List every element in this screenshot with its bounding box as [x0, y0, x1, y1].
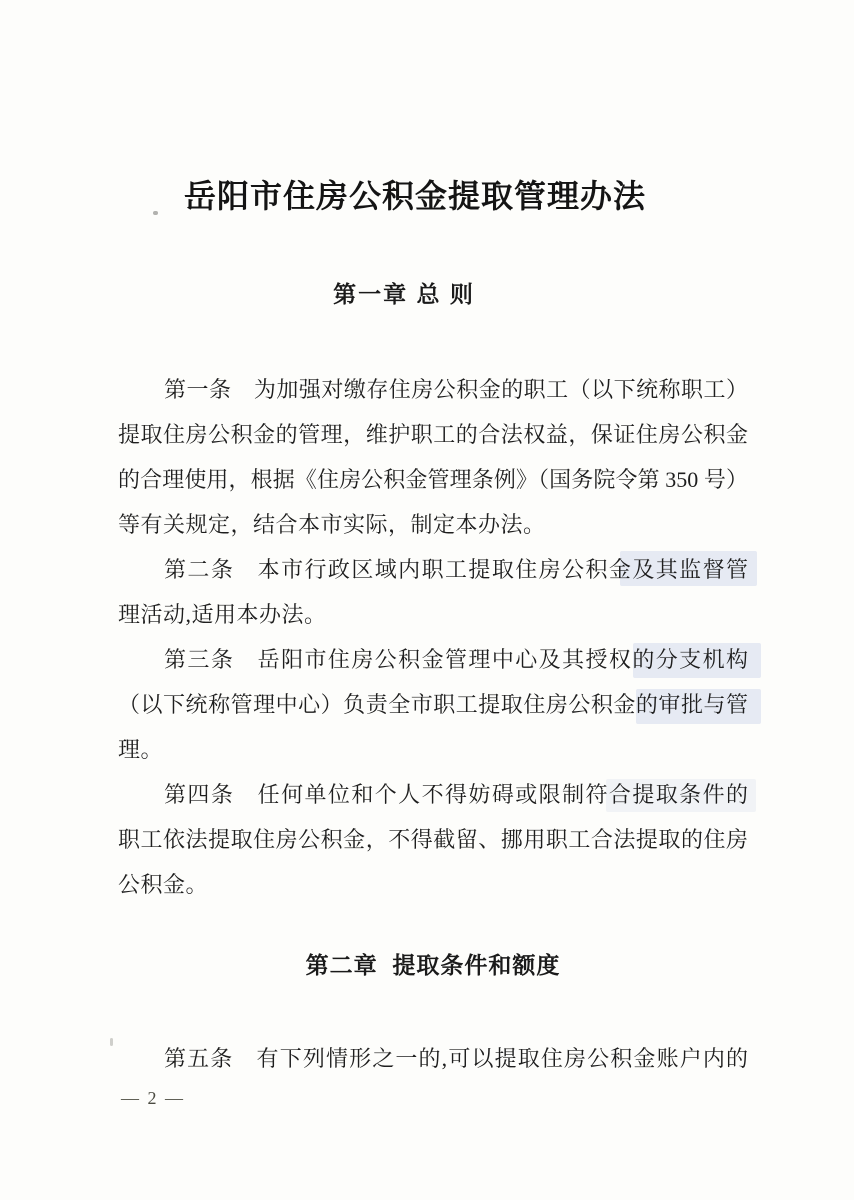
article-2-line-1: 第二条 本市行政区域内职工提取住房公积金及其监督管 [164, 557, 748, 582]
scan-speck [110, 1038, 113, 1046]
article-3-line-1: 第三条 岳阳市住房公积金管理中心及其授权的分支机构 [164, 647, 748, 672]
article-3-line-3: 理。 [118, 737, 164, 762]
document-title: 岳阳市住房公积金提取管理办法 [183, 178, 646, 214]
article-1-line-2: 提取住房公积金的管理，维护职工的合法权益，保证住房公积金 [118, 422, 748, 447]
chapter-1-heading: 第一章 总 则 [333, 281, 475, 307]
article-2-line-2: 理活动,适用本办法。 [118, 602, 327, 627]
article-1-line-4: 等有关规定，结合本市实际，制定本办法。 [118, 512, 546, 537]
chapter-2-heading: 第二章 提取条件和额度 [305, 952, 561, 978]
article-4-line-2: 职工依法提取住房公积金，不得截留、挪用职工合法提取的住房 [118, 827, 748, 852]
article-5-line-1: 第五条 有下列情形之一的,可以提取住房公积金账户内的 [164, 1046, 748, 1071]
document-body [118, 367, 748, 907]
article-5 [118, 1036, 748, 1081]
article-3-line-2: （以下统称管理中心）负责全市职工提取住房公积金的审批与管 [118, 692, 748, 717]
article-4-line-1: 第四条 任何单位和个人不得妨碍或限制符合提取条件的 [164, 782, 748, 807]
page-number: — 2 — [121, 1088, 185, 1108]
article-1-line-1: 第一条 为加强对缴存住房公积金的职工（以下统称职工） [164, 377, 748, 402]
article-1-line-3: 的合理使用，根据《住房公积金管理条例》（国务院令第 350 号） [118, 467, 748, 492]
article-4-line-3: 公积金。 [118, 872, 209, 897]
